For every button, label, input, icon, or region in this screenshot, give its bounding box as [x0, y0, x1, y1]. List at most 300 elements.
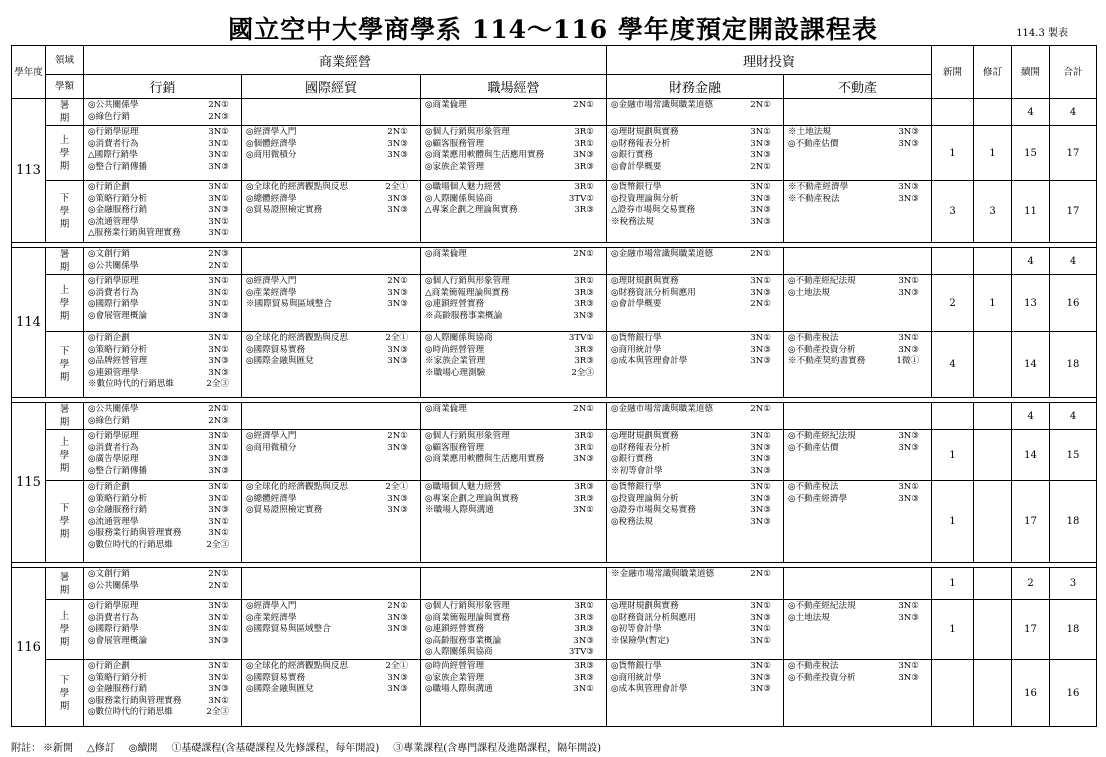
count-continue: 4 [1012, 403, 1050, 430]
course-name: ◎不動產投資分析 [788, 672, 856, 683]
course-name: ◎顧客服務管理 [425, 138, 485, 149]
course-name: ◎產業經濟學 [246, 612, 297, 623]
course-code: 3N① [208, 216, 229, 227]
course-code: 3N③ [750, 672, 771, 683]
course-name: ◎行銷學原理 [88, 276, 139, 286]
course-name: ◎不動產經濟學 [788, 493, 848, 504]
header-cat-workplace: 職場經營 [421, 75, 607, 99]
course-name: ◎流通管理學 [88, 216, 139, 227]
course-code: 3N③ [387, 672, 408, 683]
course-item [425, 345, 604, 357]
course-code: 3R③ [574, 661, 594, 671]
course-name: ◎消費者行為 [88, 442, 139, 453]
course-name: ◎土地法規 [788, 612, 830, 623]
course-item [611, 333, 781, 345]
course-name: ◎商業倫理 [425, 100, 467, 110]
course-name: ※保險學(暫定) [611, 635, 670, 646]
course-code: 2N① [208, 260, 229, 271]
course-item [246, 182, 418, 194]
course-item [88, 569, 239, 581]
course-name: ◎整合行銷傳播 [88, 465, 148, 476]
course-item [88, 368, 239, 380]
course-code: 3N① [208, 661, 229, 671]
course-cell-workplace [421, 181, 607, 243]
course-item [611, 431, 781, 443]
header-category: 學類 [46, 75, 84, 99]
course-name: ◎行銷學原理 [88, 601, 139, 611]
course-item [88, 482, 239, 494]
course-code: 3R③ [574, 299, 594, 309]
course-item [611, 517, 781, 529]
course-name: ◎商業倫理 [425, 249, 467, 259]
course-code: 3N① [750, 276, 771, 286]
course-item [611, 276, 781, 288]
course-name: ◎商業應用軟體與生活應用實務 [425, 454, 545, 464]
course-code: 3N① [208, 528, 229, 538]
count-total: 18 [1050, 600, 1097, 660]
course-code: 3N① [898, 661, 920, 671]
course-name: ◎全球化的經濟觀點與反思 [246, 661, 349, 671]
course-item [88, 112, 239, 124]
course-cell-intl [242, 332, 421, 398]
count-new: 1 [932, 430, 974, 481]
course-item [425, 684, 604, 696]
course-name: ◎成本與管理會計學 [611, 356, 688, 366]
course-name: ◎國際貿易與區域整合 [246, 624, 331, 634]
course-name: ◎服務業行銷與管理實務 [88, 695, 182, 706]
course-name: ◎經濟學入門 [246, 431, 297, 441]
course-name: ◎公共關係學 [88, 404, 139, 414]
course-cell-marketing [84, 99, 242, 126]
course-cell-finance [607, 126, 784, 181]
course-item [425, 182, 604, 194]
count-revised [974, 332, 1012, 398]
course-name: ◎綠色行銷 [88, 111, 130, 122]
course-code: 3N③ [750, 356, 771, 366]
course-item [788, 127, 929, 139]
schedule-row [12, 248, 1097, 275]
course-item [611, 613, 781, 625]
course-code: 3R③ [574, 493, 594, 504]
count-new [932, 660, 974, 727]
semester-label: 暑期 [46, 568, 84, 600]
course-cell-workplace [421, 568, 607, 600]
course-item [246, 299, 418, 311]
course-name: ◎高齡服務事業概論 [425, 635, 502, 646]
course-code: 3TV① [568, 333, 594, 343]
header-new: 新開 [932, 46, 974, 99]
course-cell-intl [242, 248, 421, 275]
course-name: ◎金融市場常識與職業道德 [611, 249, 714, 259]
course-cell-finance [607, 99, 784, 126]
course-item [246, 345, 418, 357]
course-code: 3N③ [750, 684, 771, 694]
course-code: 2全③ [206, 707, 229, 717]
count-total: 15 [1050, 430, 1097, 481]
footnote-revised: △修訂 [87, 743, 115, 754]
course-code: 2N① [750, 569, 771, 579]
schedule-row [12, 181, 1097, 243]
course-name: △專案企劃之理論與實務 [425, 205, 518, 215]
course-code: 3N① [750, 182, 771, 192]
course-code: 2N③ [208, 249, 229, 259]
course-name: ◎個人行銷與形象管理 [425, 431, 510, 441]
course-item [425, 333, 604, 345]
course-name: ◎國際金融與匯兌 [246, 684, 314, 694]
course-cell-workplace [421, 126, 607, 181]
course-code: 3N③ [898, 442, 920, 453]
course-code: 3N③ [387, 493, 408, 504]
count-new: 2 [932, 275, 974, 332]
course-code: 3N③ [898, 287, 920, 298]
course-code: 2N① [387, 276, 408, 286]
course-code: 2N① [387, 127, 408, 137]
academic-year: 116 [12, 568, 46, 727]
count-continue: 14 [1012, 332, 1050, 398]
course-code: 3TV③ [568, 647, 594, 657]
course-item [246, 601, 418, 613]
count-new: 3 [932, 181, 974, 243]
count-continue: 15 [1012, 126, 1050, 181]
course-code: 2N① [750, 161, 771, 172]
count-new: 4 [932, 332, 974, 398]
course-name: ◎稅務法規 [611, 516, 653, 527]
course-code: 3N① [750, 661, 771, 671]
course-item [246, 494, 418, 506]
course-code: 3N① [573, 505, 594, 515]
course-item [425, 194, 604, 206]
course-code: 2全① [385, 182, 408, 192]
course-item [788, 345, 929, 357]
course-item [425, 443, 604, 455]
course-code: 3N① [208, 695, 229, 706]
count-continue: 4 [1012, 99, 1050, 126]
header-cat-realestate: 不動產 [784, 75, 932, 99]
course-cell-intl [242, 568, 421, 600]
course-cell-workplace [421, 403, 607, 430]
course-item [88, 139, 239, 151]
course-name: ◎不動產經紀法規 [788, 601, 856, 611]
course-item [425, 311, 604, 323]
header-group-finance: 理財投資 [607, 46, 932, 75]
course-cell-intl [242, 600, 421, 660]
course-item [611, 194, 781, 206]
course-code: 2全① [385, 661, 408, 671]
course-name: ◎不動產估價 [788, 138, 839, 149]
course-item [788, 482, 929, 494]
course-item [425, 288, 604, 300]
course-code: 3N③ [898, 193, 920, 204]
course-item [88, 624, 239, 636]
course-code: 3N③ [750, 287, 771, 298]
course-code: 3N③ [750, 493, 771, 504]
course-name: ◎全球化的經濟觀點與反思 [246, 482, 349, 492]
course-item [88, 505, 239, 517]
course-name: ◎總體經濟學 [246, 493, 297, 504]
course-name: ◎不動產投資分析 [788, 344, 856, 355]
count-total: 4 [1050, 99, 1097, 126]
course-name: ◎時尚經營管理 [425, 344, 485, 355]
course-name: ◎銀行實務 [611, 454, 653, 464]
course-name: ◎國際金融與匯兌 [246, 356, 314, 366]
schedule-row [12, 332, 1097, 398]
count-revised [974, 481, 1012, 563]
course-cell-workplace [421, 248, 607, 275]
course-code: 3N① [208, 516, 229, 527]
course-code: 3N① [208, 138, 229, 149]
course-code: 3R③ [574, 205, 594, 215]
course-item [611, 601, 781, 613]
course-item [425, 404, 604, 416]
course-item [788, 333, 929, 345]
course-code: 2N① [573, 404, 594, 414]
course-code: 2N① [208, 569, 229, 579]
course-item [788, 288, 929, 300]
course-name: ◎不動產估價 [788, 442, 839, 453]
semester-label: 暑期 [46, 99, 84, 126]
course-code: 3N① [208, 672, 229, 683]
course-item [88, 379, 239, 391]
course-code: 3N③ [573, 310, 594, 321]
course-item [88, 127, 239, 139]
course-name: ◎貿易證照檢定實務 [246, 205, 323, 215]
course-cell-workplace [421, 99, 607, 126]
academic-year: 115 [12, 403, 46, 563]
count-new [932, 403, 974, 430]
course-code: 3N① [898, 333, 920, 343]
course-code: 2全③ [206, 539, 229, 550]
course-name: ◎公共關係學 [88, 260, 139, 271]
course-item [88, 431, 239, 443]
course-cell-finance [607, 600, 784, 660]
course-name: ◎經濟學入門 [246, 276, 297, 286]
course-cell-finance [607, 430, 784, 481]
course-name: ◎策略行銷分析 [88, 193, 148, 204]
course-name: ◎國際行銷學 [88, 624, 139, 634]
course-code: 3N③ [898, 127, 920, 137]
count-new: 1 [932, 481, 974, 563]
course-item [425, 127, 604, 139]
course-item [246, 684, 418, 696]
course-cell-realestate [784, 481, 932, 563]
course-cell-workplace [421, 481, 607, 563]
course-code: 3N③ [387, 299, 408, 309]
course-name: ◎人際關係與協商 [425, 333, 493, 343]
course-name: ◎專案企劃之理論與實務 [425, 493, 519, 504]
course-name: ◎銀行實務 [611, 150, 653, 160]
count-revised: 1 [974, 126, 1012, 181]
count-total: 17 [1050, 181, 1097, 243]
course-code: 3N① [208, 127, 229, 137]
course-name: ◎不動產稅法 [788, 482, 839, 492]
course-cell-intl [242, 403, 421, 430]
semester-label: 下學期 [46, 481, 84, 563]
course-item [425, 356, 604, 368]
course-name: ◎經濟學入門 [246, 601, 297, 611]
schedule-row [12, 600, 1097, 660]
course-name: ◎職場個人魅力經營 [425, 482, 502, 492]
course-code: 3N③ [387, 150, 408, 160]
course-code: 3N③ [208, 684, 229, 694]
page-title: 國立空中大學商學系 114～116 學年度預定開設課程表 [228, 15, 878, 44]
course-cell-marketing [84, 332, 242, 398]
course-item [246, 333, 418, 345]
count-revised: 1 [974, 275, 1012, 332]
course-name: ◎個體經濟學 [246, 138, 297, 149]
course-item [611, 624, 781, 636]
course-item [788, 431, 929, 443]
course-cell-finance [607, 568, 784, 600]
course-name: ◎國際行銷學 [88, 299, 139, 309]
course-code: 3N③ [750, 205, 771, 215]
schedule-row [12, 403, 1097, 430]
course-name: ◎經濟學入門 [246, 127, 297, 137]
course-name: ◎成本與管理會計學 [611, 684, 688, 694]
course-code: 3N③ [208, 635, 229, 646]
course-item [611, 661, 781, 673]
course-item [788, 194, 929, 206]
course-item [788, 356, 929, 368]
course-name: ◎家族企業管理 [425, 161, 485, 172]
course-code: 3N① [573, 684, 594, 694]
course-code: 3R① [574, 442, 594, 453]
course-code: 3N③ [750, 442, 771, 453]
course-item [88, 528, 239, 540]
course-item [611, 356, 781, 368]
course-item [88, 261, 239, 273]
course-cell-finance [607, 660, 784, 727]
course-code: 3N① [898, 276, 920, 286]
course-name: ※不動產經濟學 [788, 182, 849, 192]
course-code: 2N① [750, 100, 771, 110]
course-code: 3N① [208, 228, 229, 238]
course-name: ◎服務業行銷與管理實務 [88, 528, 182, 538]
course-item [611, 505, 781, 517]
course-name: ◎產業經濟學 [246, 287, 297, 298]
course-code: 3N① [208, 442, 229, 453]
course-cell-intl [242, 660, 421, 727]
course-code: 3N③ [750, 516, 771, 527]
course-code: 2N① [208, 404, 229, 414]
course-code: 3N③ [208, 367, 229, 378]
course-code: 3N③ [387, 442, 408, 453]
course-cell-workplace [421, 332, 607, 398]
date-note: 114.3 製表 [1016, 28, 1068, 39]
course-item [425, 454, 604, 466]
course-cell-marketing [84, 430, 242, 481]
course-code: 2N① [208, 580, 229, 591]
count-continue: 17 [1012, 600, 1050, 660]
course-name: ※不動產契約書實務 [788, 356, 866, 366]
course-cell-intl [242, 481, 421, 563]
course-name: ※國際貿易與區域整合 [246, 299, 332, 309]
course-code: 3R① [574, 431, 594, 441]
course-code: 3N③ [898, 672, 920, 683]
course-cell-realestate [784, 181, 932, 243]
course-item [611, 684, 781, 696]
count-new: 1 [932, 600, 974, 660]
semester-label: 暑期 [46, 403, 84, 430]
course-code: 3N① [208, 493, 229, 504]
course-name: ◎行銷學原理 [88, 431, 139, 441]
course-name: ◎文創行銷 [88, 249, 130, 259]
course-code: 3N③ [750, 505, 771, 515]
course-code: 3N③ [208, 356, 229, 366]
course-item [246, 661, 418, 673]
course-name: ◎不動產稅法 [788, 333, 839, 343]
header-revised: 修訂 [974, 46, 1012, 99]
course-name: ◎策略行銷分析 [88, 493, 148, 504]
header-group-business: 商業經營 [84, 46, 607, 75]
course-item [88, 581, 239, 593]
course-code: 3N① [208, 182, 229, 192]
course-item [611, 288, 781, 300]
count-total: 4 [1050, 248, 1097, 275]
course-name: ◎商用微積分 [246, 442, 297, 453]
course-code: 3N③ [387, 205, 408, 215]
count-new: 1 [932, 126, 974, 181]
count-revised [974, 430, 1012, 481]
course-item [88, 299, 239, 311]
course-code: 2N① [387, 601, 408, 611]
academic-year: 114 [12, 248, 46, 398]
course-code: 3N③ [387, 684, 408, 694]
course-name: ◎公共關係學 [88, 100, 139, 110]
course-name: ◎家族企業管理 [425, 672, 485, 683]
course-name: ◎財務報表分析 [611, 442, 671, 453]
course-name: △國際行銷學 [88, 150, 138, 160]
course-name: ◎貨幣銀行學 [611, 182, 662, 192]
course-name: ◎顧客服務管理 [425, 442, 485, 453]
course-name: ◎行銷學原理 [88, 127, 139, 137]
course-name: ◎理財規劃與實務 [611, 127, 679, 137]
course-item [611, 162, 781, 174]
course-code: 3N③ [750, 612, 771, 623]
course-cell-realestate [784, 126, 932, 181]
course-item [246, 673, 418, 685]
course-item [88, 404, 239, 416]
course-name: ◎人際關係與協商 [425, 647, 493, 657]
course-name: ◎理財規劃與實務 [611, 431, 679, 441]
course-code: 3R① [574, 601, 594, 611]
header-field: 領域 [46, 46, 84, 75]
course-name: ◎策略行銷分析 [88, 672, 148, 683]
course-cell-workplace [421, 275, 607, 332]
course-item [611, 127, 781, 139]
course-code: 3N① [208, 612, 229, 623]
course-item [88, 416, 239, 428]
course-name: ◎人際關係與協商 [425, 193, 493, 204]
course-cell-finance [607, 248, 784, 275]
course-item [246, 150, 418, 162]
course-item [425, 505, 604, 517]
count-total: 3 [1050, 568, 1097, 600]
course-item [425, 139, 604, 151]
course-name: ◎職場人際與溝通 [425, 684, 493, 694]
course-item [88, 661, 239, 673]
course-item [88, 345, 239, 357]
course-item [246, 127, 418, 139]
course-name: ◎連鎖經營實務 [425, 299, 485, 309]
course-code: 3R③ [574, 344, 594, 355]
course-code: 3N① [898, 601, 920, 611]
course-item [88, 333, 239, 345]
course-item [611, 494, 781, 506]
semester-label: 上學期 [46, 430, 84, 481]
course-code: 3N① [750, 333, 771, 343]
course-code: 3N① [208, 482, 229, 492]
course-name: ◎金融服務行銷 [88, 684, 148, 694]
